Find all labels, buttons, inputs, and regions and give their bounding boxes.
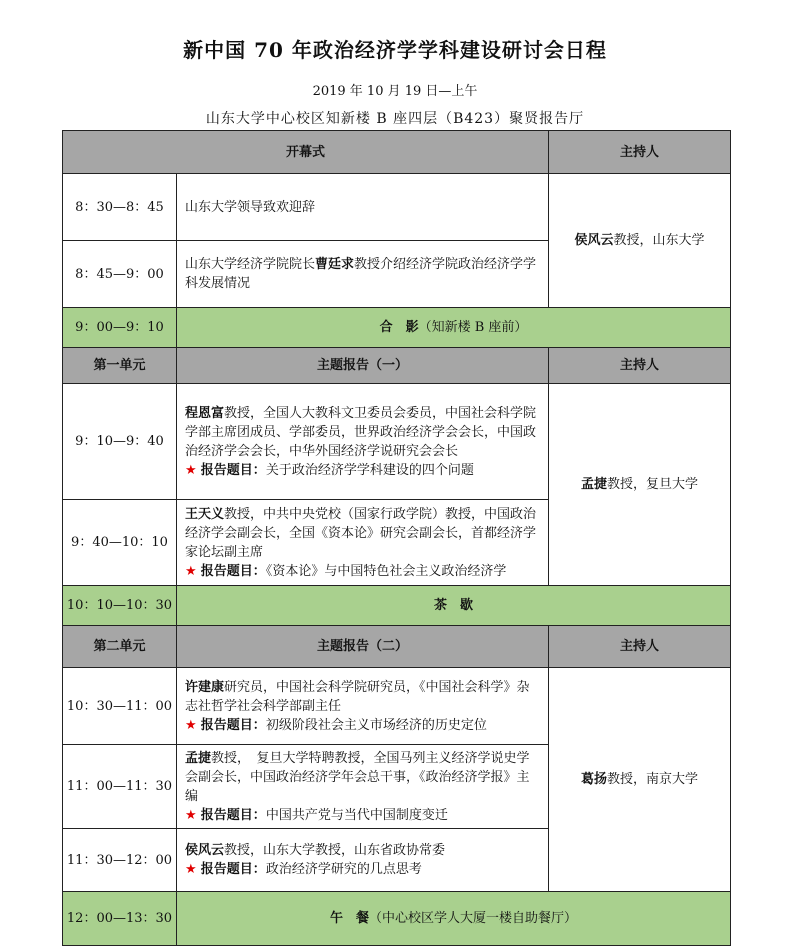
speaker-name: 许建康: [185, 679, 225, 695]
content-cell: [177, 745, 549, 829]
star-icon: ★: [185, 563, 197, 579]
unit1-host-header: 主持人: [549, 348, 731, 384]
photo-cell: [177, 308, 731, 348]
photo-note: （知新楼 B 座前）: [418, 320, 528, 335]
topic-line: [185, 562, 540, 581]
time-cell: 8：30—8：45: [63, 174, 177, 241]
content-cell: [177, 384, 549, 500]
time-cell: 9：10—9：40: [63, 384, 177, 500]
topic-label: 报告题目：: [200, 717, 266, 733]
topic-text: 政治经济学研究的几点思考: [265, 862, 422, 877]
speaker-name: 曹廷求: [315, 257, 355, 272]
speaker-name: 孟捷: [185, 750, 212, 766]
page-title: 新中国 70 年政治经济学学科建设研讨会日程: [183, 38, 607, 62]
time-cell: 8：45—9：00: [63, 241, 177, 308]
opening-header-row: [63, 131, 731, 174]
host-cell: [549, 174, 731, 308]
unit2-host-header: 主持人: [549, 626, 731, 668]
content-cell: [177, 668, 549, 745]
lunch-row: [63, 892, 731, 946]
star-icon: ★: [185, 807, 197, 823]
photo-row: [63, 308, 731, 348]
speaker-name: 程恩富: [185, 405, 225, 421]
photo-label: 合 影: [379, 320, 419, 335]
table-row: [63, 668, 731, 745]
host-name: 葛扬: [581, 772, 608, 787]
speaker-desc: 教授，全国人大教科文卫委员会委员，中国社会科学院学部主席团成员、学部委员，世界政治经济学会会长，中国政治经济学会会长，中华外国经济学说研究会会长: [185, 405, 537, 459]
host-name: 侯风云: [574, 233, 614, 248]
unit1-label: 第一单元: [63, 348, 177, 384]
lunch-cell: [177, 892, 731, 946]
unit1-header-row: [63, 348, 731, 384]
host-cell: [549, 668, 731, 892]
tea-label: 茶 歇: [177, 586, 731, 626]
star-icon: ★: [185, 462, 197, 478]
topic-label: 报告题目：: [200, 807, 266, 823]
content-cell: 山东大学领导致欢迎辞: [177, 174, 549, 241]
lunch-note: （中心校区学人大厦一楼自助餐厅）: [369, 911, 578, 926]
tea-row: [63, 586, 731, 626]
opening-title: 开幕式: [63, 131, 549, 174]
speaker-desc: 教授，中共中央党校（国家行政学院）教授，中国政治经济学会副会长，全国《资本论》研究会副会长，首都经济学家论坛副主席: [185, 506, 537, 560]
content-cell: [177, 500, 549, 586]
time-cell: 10：10—10：30: [63, 586, 177, 626]
page-venue: 山东大学中心校区知新楼 B 座四层（B423）聚贤报告厅: [205, 111, 585, 127]
star-icon: ★: [185, 717, 197, 733]
table-row: [63, 174, 731, 241]
topic-label: 报告题目：: [200, 862, 266, 877]
topic-line: [185, 806, 540, 825]
topic-line: [185, 860, 540, 879]
time-cell: 12：00—13：30: [63, 892, 177, 946]
topic-label: 报告题目：: [200, 462, 266, 478]
star-icon: ★: [185, 862, 197, 877]
time-cell: 10：30—11：00: [63, 668, 177, 745]
topic-text: 中国共产党与当代中国制度变迁: [265, 807, 448, 823]
content-post: 教授介绍经济学院政治经济学学科发展情况: [185, 257, 537, 291]
host-affiliation: 教授，复旦大学: [607, 477, 699, 492]
unit2-theme: 主题报告（二）: [177, 626, 549, 668]
unit2-label: 第二单元: [63, 626, 177, 668]
time-cell: 11：30—12：00: [63, 829, 177, 892]
topic-text: 初级阶段社会主义市场经济的历史定位: [265, 717, 487, 733]
page-date: 2019 年 10 月 19 日—上午: [312, 84, 478, 99]
host-cell: [549, 384, 731, 586]
opening-host-header: 主持人: [549, 131, 731, 174]
time-cell: 9：00—9：10: [63, 308, 177, 348]
speaker-desc: 研究员，中国社会科学院研究员，《中国社会科学》杂志社哲学社会科学部副主任: [185, 679, 530, 714]
topic-text: 关于政治经济学学科建设的四个问题: [265, 462, 474, 478]
content-cell: [177, 241, 549, 308]
topic-label: 报告题目：: [200, 563, 266, 579]
topic-text: 《资本论》与中国特色社会主义政治经济学: [265, 563, 507, 579]
unit2-header-row: [63, 626, 731, 668]
speaker-name: 王天义: [185, 506, 225, 522]
topic-line: [185, 716, 540, 735]
lunch-label: 午 餐: [329, 911, 369, 926]
table-row: [63, 384, 731, 500]
speaker-desc: 教授， 复旦大学特聘教授，全国马列主义经济学说史学会副会长，中国政治经济学年会总干事，《政治经济学报》主编: [185, 750, 530, 804]
content-cell: [177, 829, 549, 892]
host-affiliation: 教授，山东大学: [613, 233, 705, 248]
time-cell: 11：00—11：30: [63, 745, 177, 829]
host-affiliation: 教授，南京大学: [607, 772, 699, 787]
unit1-theme: 主题报告（一）: [177, 348, 549, 384]
content-pre: 山东大学经济学院院长: [185, 257, 316, 272]
topic-line: [185, 461, 540, 480]
schedule-table: [62, 130, 731, 946]
speaker-name: 侯风云: [185, 843, 225, 858]
speaker-desc: 教授，山东大学教授，山东省政协常委: [224, 843, 446, 858]
time-cell: 9：40—10：10: [63, 500, 177, 586]
host-name: 孟捷: [581, 477, 608, 492]
